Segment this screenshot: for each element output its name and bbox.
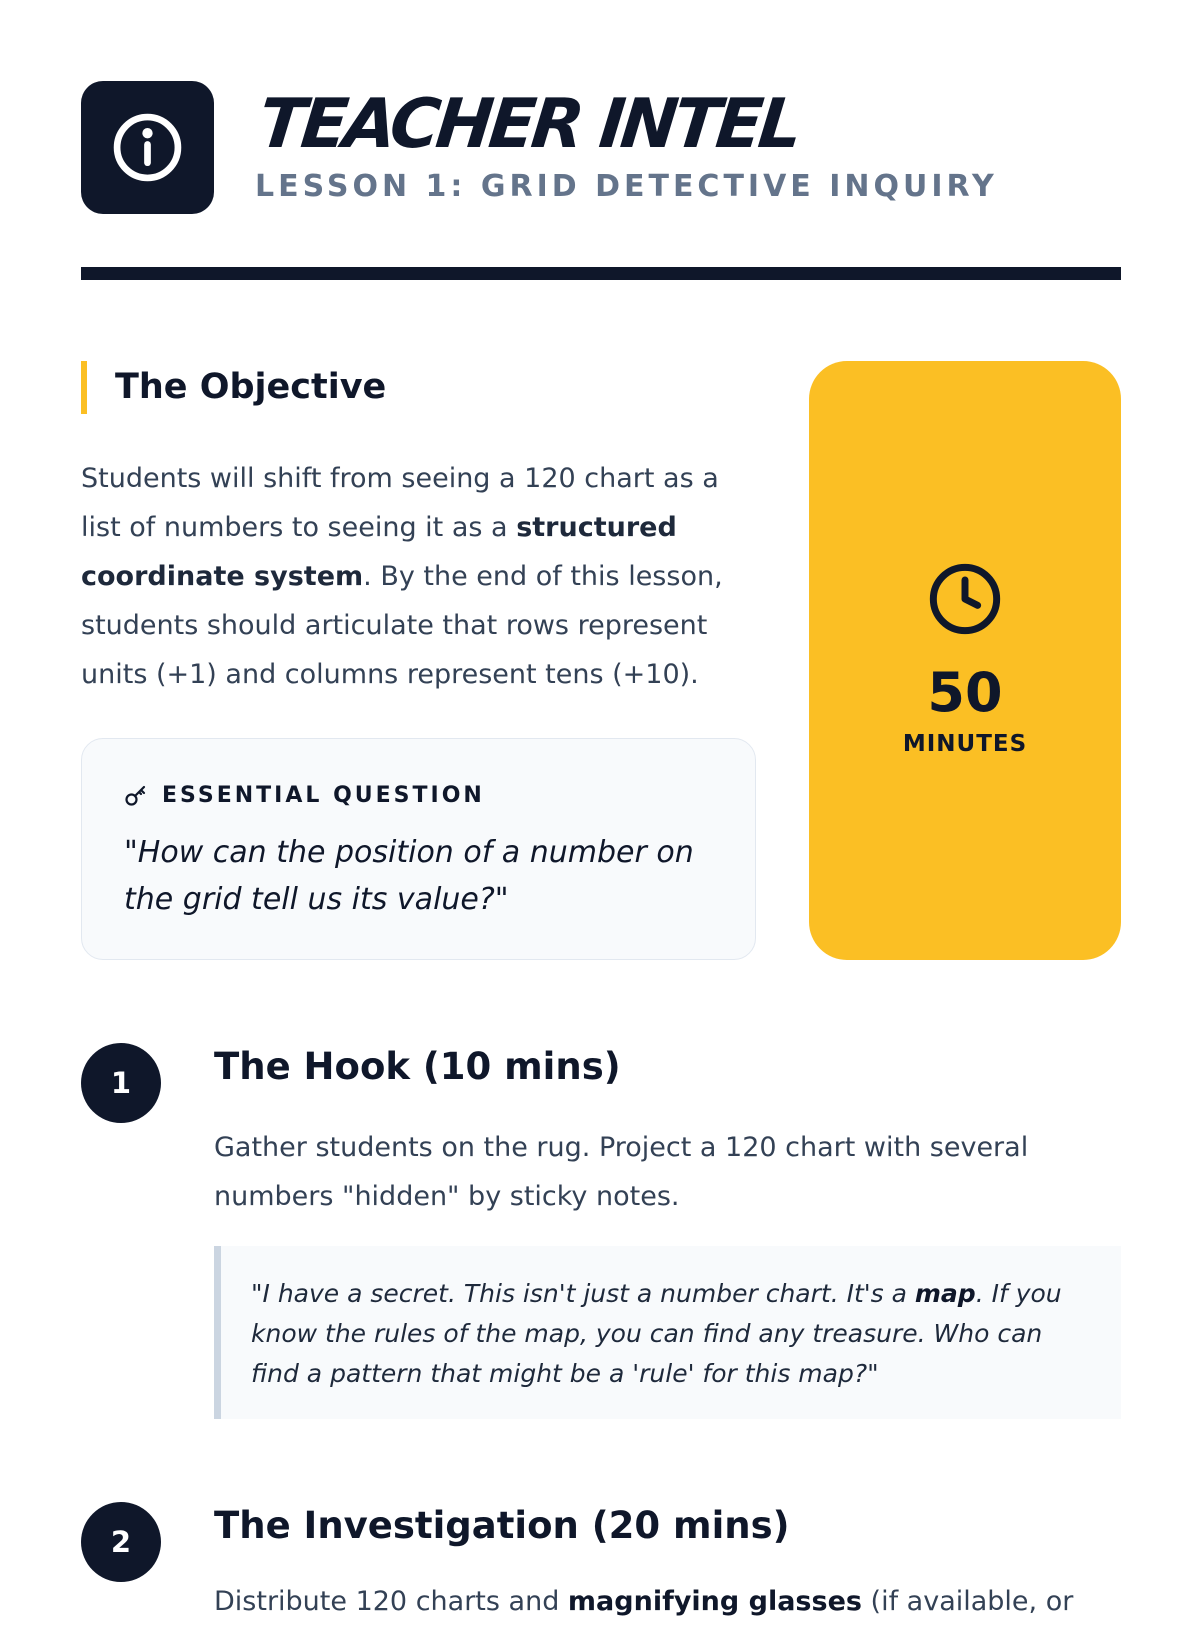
clock-icon <box>927 561 1003 637</box>
step-text: Distribute 120 charts and magnifying glasses (if available, or <box>214 1586 1074 1617</box>
lesson-subtitle: LESSON 1: GRID DETECTIVE INQUIRY <box>255 169 998 204</box>
objective-heading: The Objective <box>81 361 386 414</box>
step-text: Gather students on the rug. Project a 120 chart with several numbers "hidden" by sticky notes. <box>214 1132 1029 1212</box>
essential-question-label: ESSENTIAL QUESTION <box>162 783 485 808</box>
page-header <box>81 81 1121 215</box>
duration-value: 50 <box>927 661 1003 724</box>
page-title: TEACHER INTEL <box>254 85 803 164</box>
step-title: The Investigation (20 mins) <box>214 1504 790 1547</box>
essential-question-text: "How can the position of a number on the grid tell us its value?" <box>124 835 694 917</box>
teacher-script-quote: "I have a secret. This isn't just a number chart. It's a map. If you know the rules of the map, you can find any treasure. Who can find a pattern that might be a 'rule' for this map?" <box>214 1246 1121 1419</box>
step-title: The Hook (10 mins) <box>214 1045 621 1088</box>
duration-card <box>809 361 1121 960</box>
objective-text: Students will shift from seeing a 120 chart as a list of numbers to seeing it as a structured coordinate system. By the end of this lesson, students should articulate that rows represent units (+1) and columns represent tens (+10). <box>81 463 723 690</box>
header-divider <box>81 267 1121 280</box>
step-number-badge: 2 <box>81 1502 161 1582</box>
step-number-badge: 1 <box>81 1043 161 1123</box>
essential-question-card <box>81 738 756 960</box>
key-icon <box>124 784 148 808</box>
info-icon <box>81 81 214 214</box>
duration-unit: MINUTES <box>902 731 1028 757</box>
